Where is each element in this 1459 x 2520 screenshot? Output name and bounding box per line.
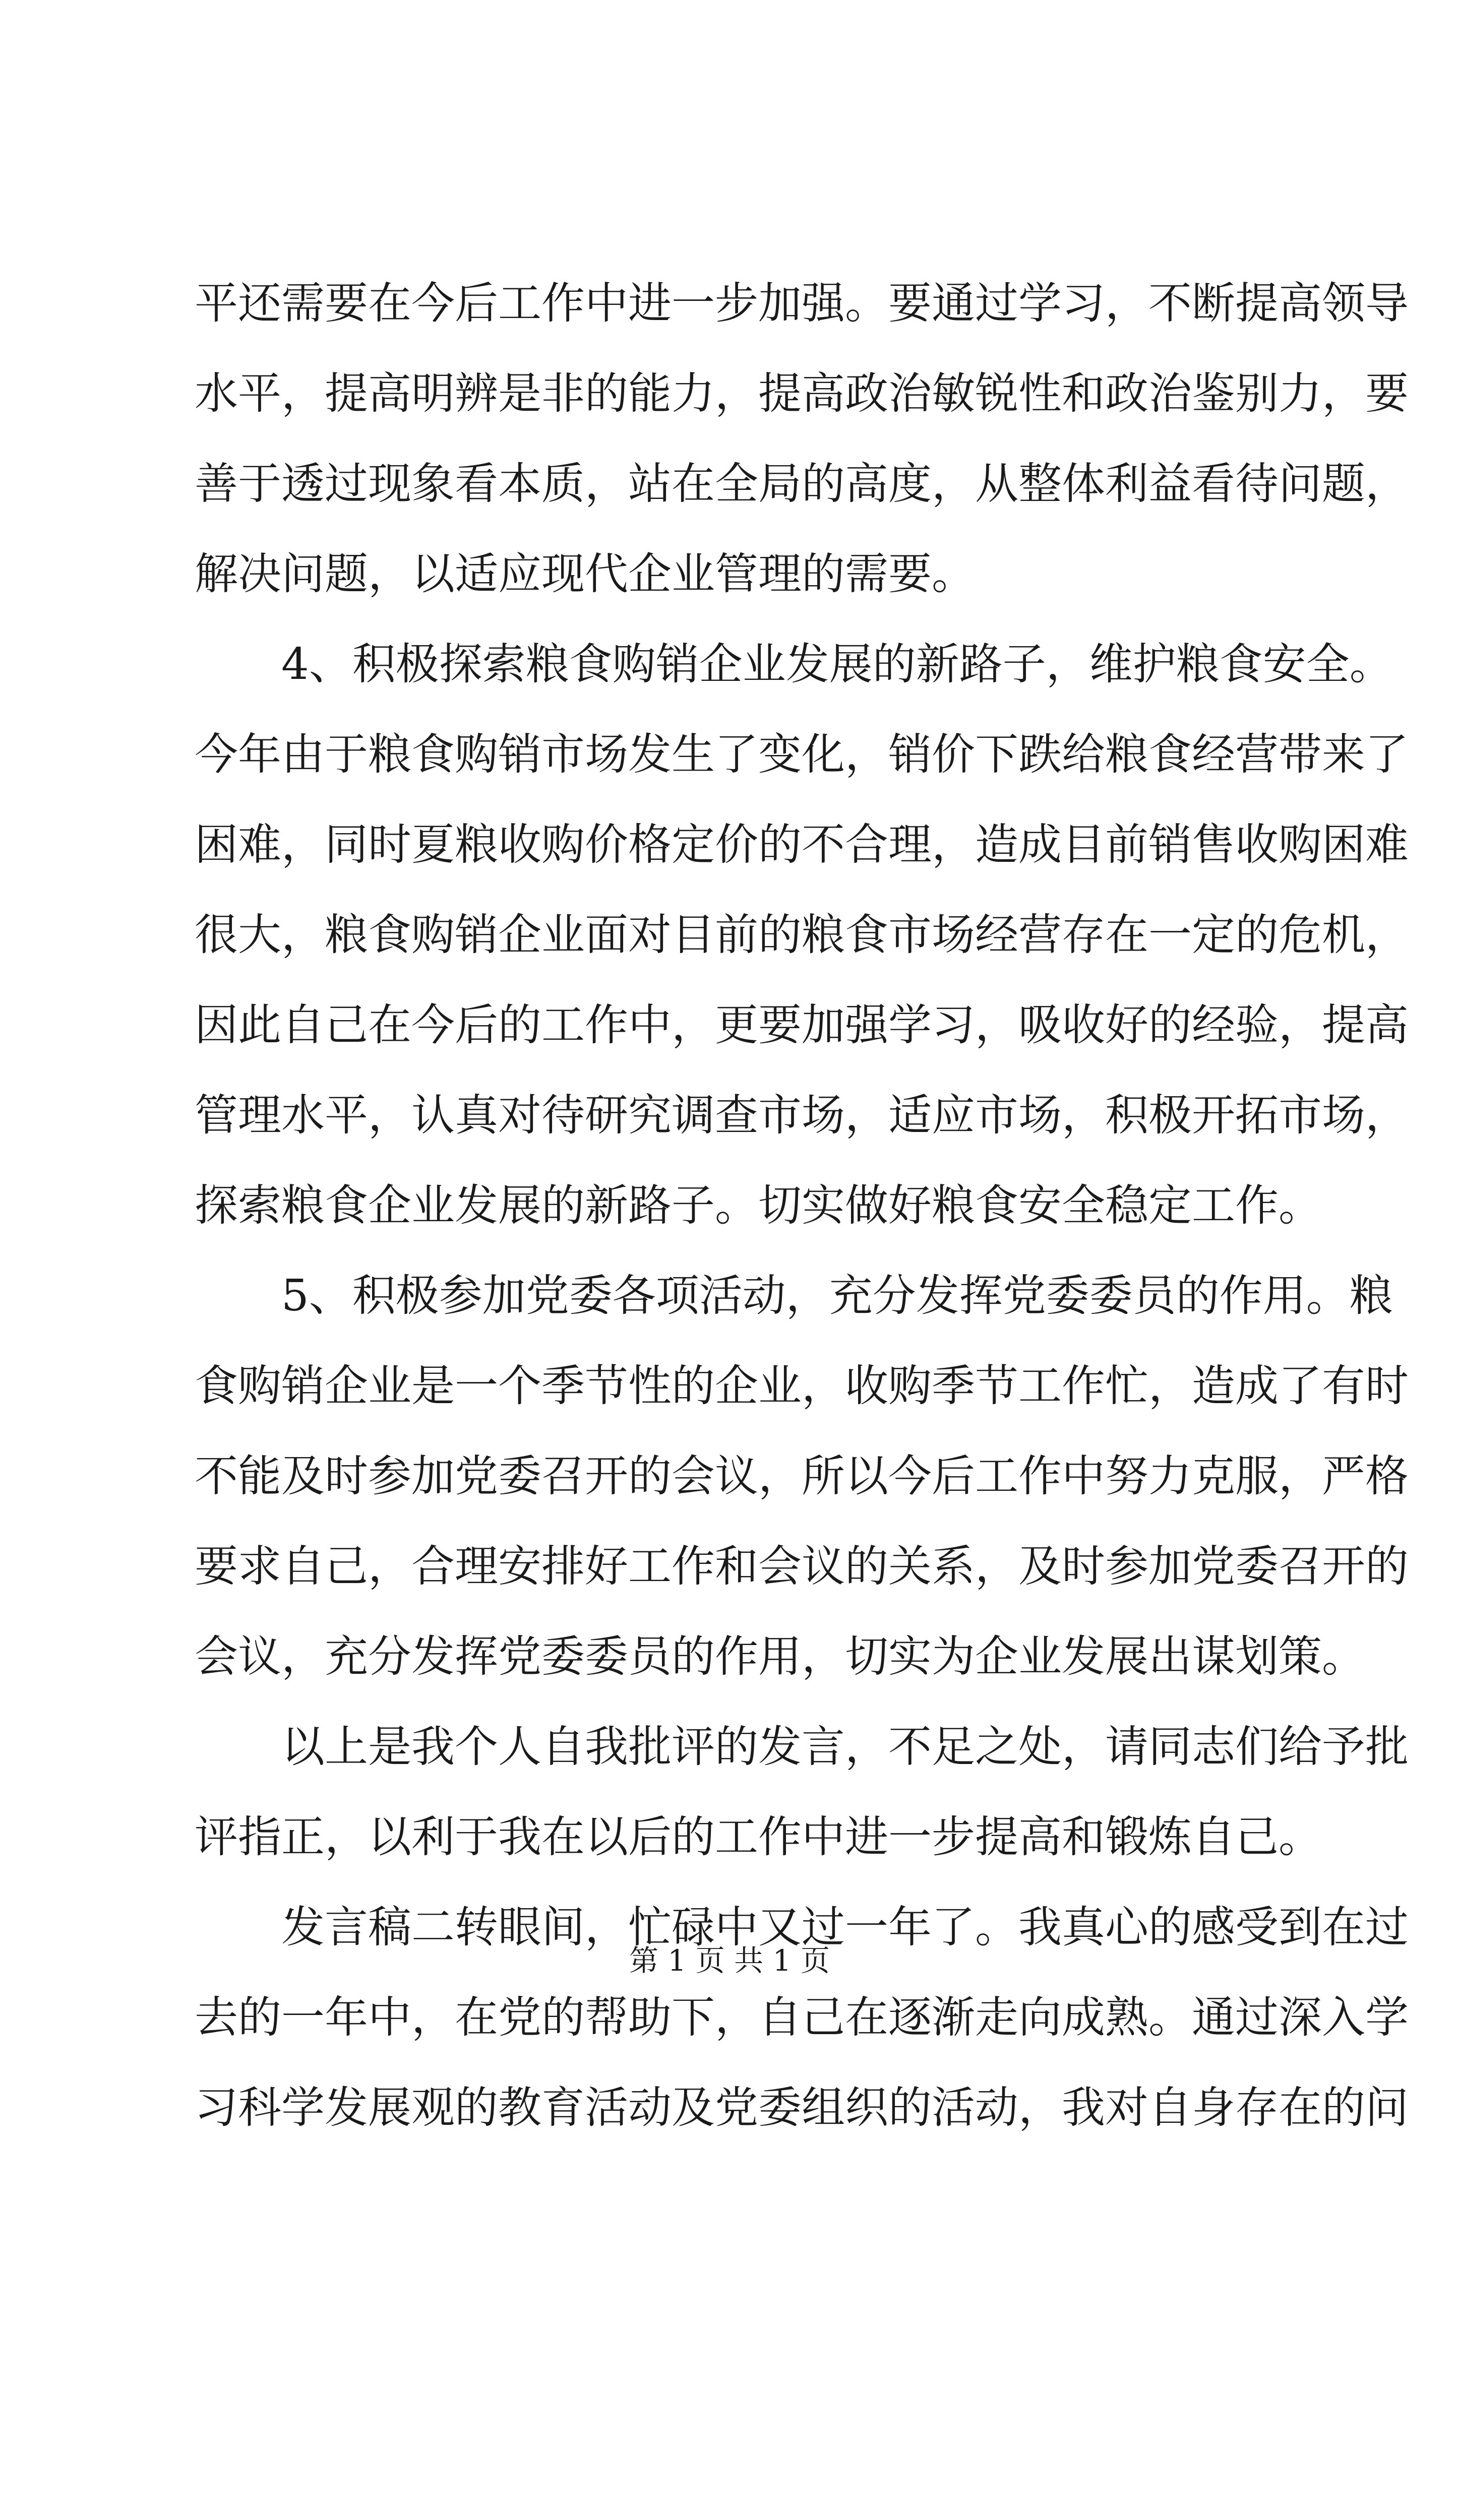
text-line: 习科学发展观的教育活动及党委组织的活动，我对自身存在的问	[195, 2083, 1409, 2133]
text-line: 会议，充分发挥党委委员的作用，切实为企业发展出谋划策。	[195, 1631, 1365, 1682]
text-line: 评指正，以利于我在以后的工作中进一步提高和锻炼自己。	[195, 1812, 1322, 1862]
page-number-label: 第 1 页 共 1 页	[629, 1943, 830, 1978]
paragraph-first-line: 5、积极参加党委各项活动，充分发挥党委委员的作用。粮	[281, 1271, 1393, 1321]
text-line: 解决问题，以适应现代企业管理的需要。	[195, 549, 975, 599]
text-line: 困难，同时夏粮收购价格定价的不合理，造成目前销售收购困难	[195, 820, 1409, 870]
text-line: 去的一年中，在党的帮助下，自己在逐渐走向成熟。通过深入学	[195, 1992, 1409, 2043]
text-line: 今年由于粮食购销市场发生了变化，销价下跌给粮食经营带来了	[195, 729, 1409, 780]
text-line: 不能及时参加党委召开的会议，所以今后工作中努力克服，严格	[195, 1451, 1409, 1501]
text-line: 平还需要在今后工作中进一步加强。要通过学习，不断提高领导	[195, 278, 1409, 329]
text-line: 探索粮食企业发展的新路子。切实做好粮食安全稳定工作。	[195, 1180, 1322, 1231]
text-line: 食购销企业是一个季节性的企业，收购季节工作忙，造成了有时	[195, 1361, 1409, 1411]
text-line: 要求自己，合理安排好工作和会议的关系，及时参加党委召开的	[195, 1541, 1409, 1592]
text-line: 很大，粮食购销企业面对目前的粮食市场经营存在一定的危机，	[195, 910, 1409, 960]
page-number-footer	[0, 1940, 1459, 1981]
text-line: 因此自己在今后的工作中，更要加强学习，吸收好的经验，提高	[195, 1000, 1409, 1050]
paragraph-first-line: 以上是我个人自我批评的发言，不足之处，请同志们给予批	[281, 1722, 1409, 1772]
paragraph-first-line: 4、积极探索粮食购销企业发展的新路子，维护粮食安全。	[281, 639, 1393, 689]
text-line: 管理水平，认真对待研究调查市场，适应市场，积极开拓市场，	[195, 1090, 1409, 1141]
text-line: 善于透过现象看本质，站在全局的高度，从整体利益看待问题，	[195, 459, 1409, 509]
paragraph-first-line: 发言稿二转眼间，忙碌中又过一年了。我真心的感受到在过	[281, 1902, 1409, 1952]
body-text-tail	[195, 1715, 1409, 2520]
text-line: 水平，提高明辨是非的能力，提高政治敏锐性和政治鉴别力，要	[195, 368, 1409, 419]
